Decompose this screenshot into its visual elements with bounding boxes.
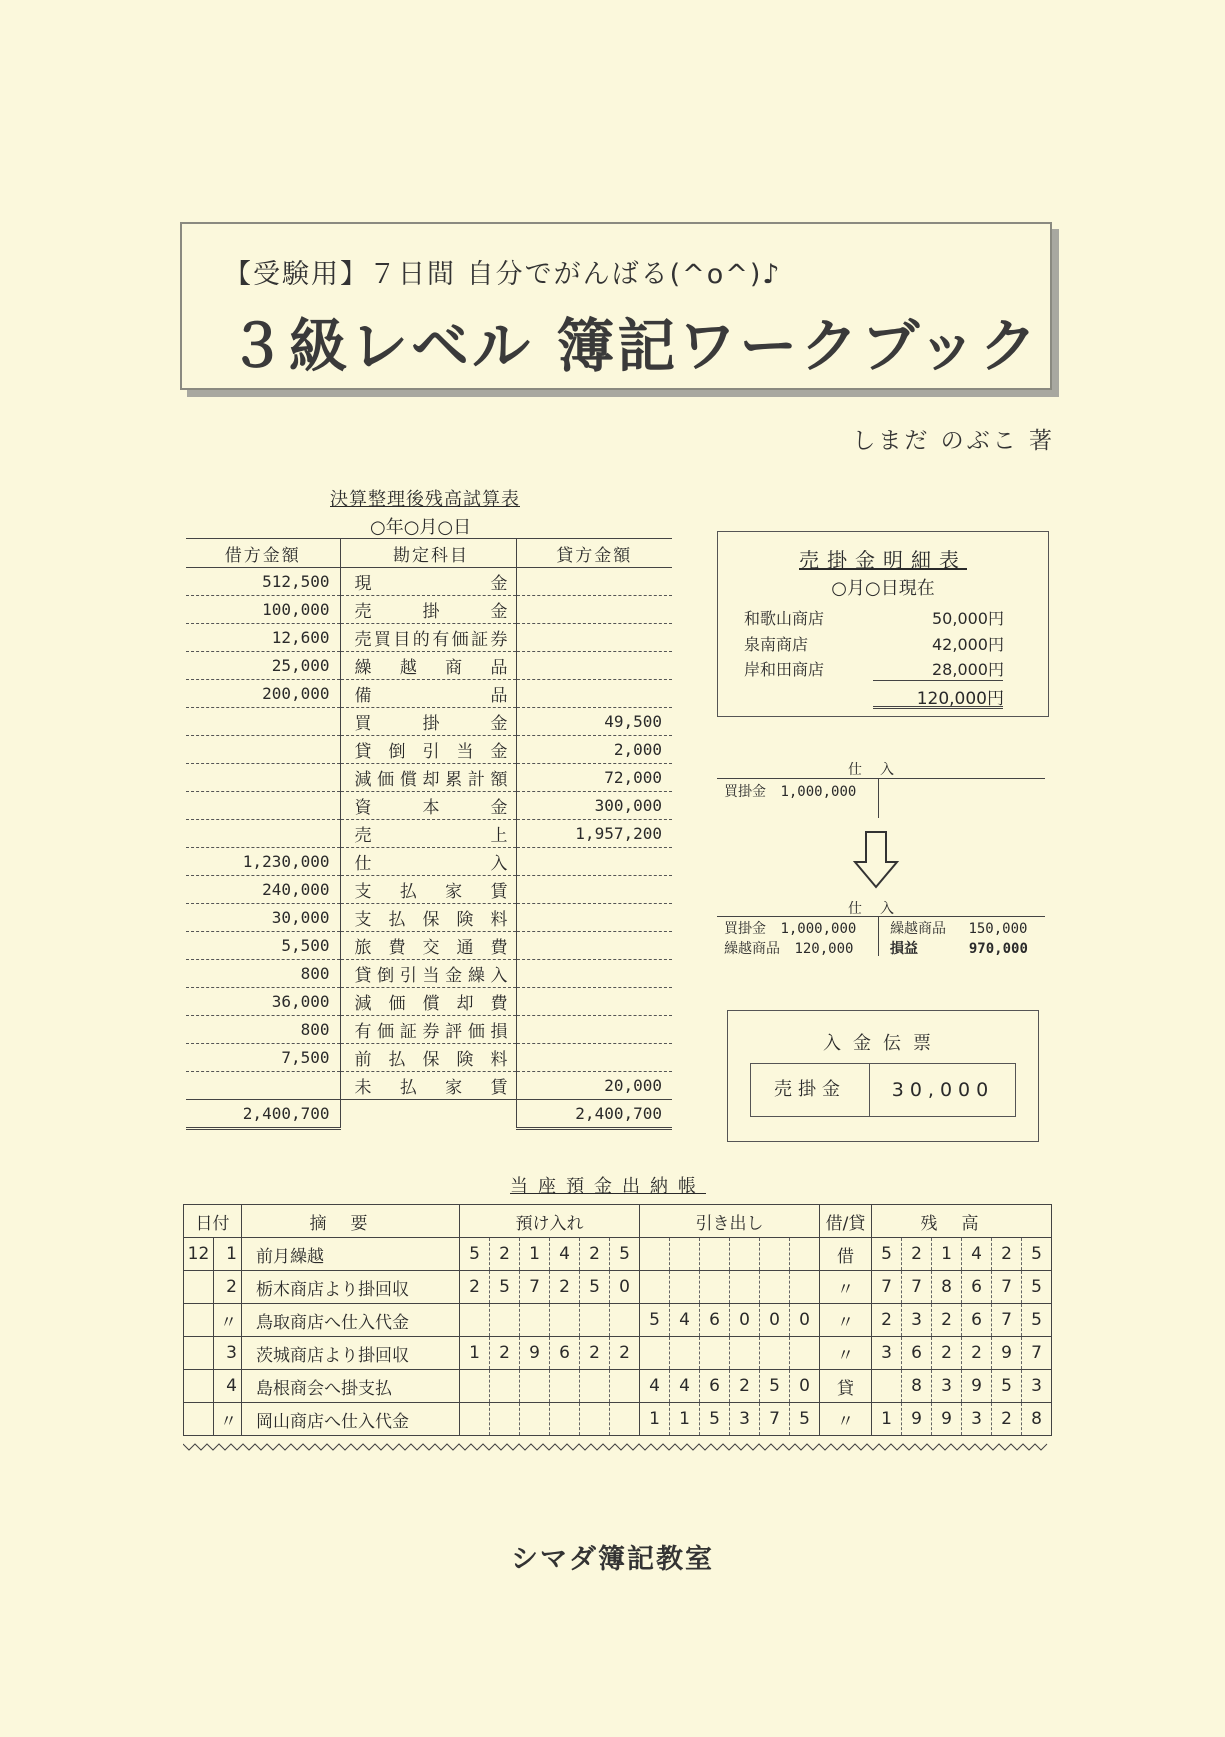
- debit-total: 2,400,700: [186, 1100, 340, 1129]
- debit-amount: [186, 708, 340, 736]
- digit: 9: [932, 1403, 962, 1435]
- ar-detail-title: 売掛金明細表: [799, 548, 967, 572]
- digit: 0: [760, 1304, 790, 1336]
- digit: 9: [992, 1337, 1022, 1369]
- deposit-slip-title: 入金伝票: [823, 1033, 943, 1054]
- t-entry-label: 損益: [890, 941, 918, 957]
- account-name: 貸倒引当金繰入: [340, 960, 516, 988]
- digit: 4: [640, 1370, 670, 1402]
- debit-amount: 1,230,000: [186, 848, 340, 876]
- deposit-amount: [460, 1271, 640, 1304]
- trial-balance-row: [186, 624, 672, 652]
- account-name: 売買目的有価証券: [340, 624, 516, 652]
- month: 12: [184, 1238, 214, 1271]
- t-account-after-debit-row: [724, 938, 853, 958]
- digit: 5: [490, 1271, 520, 1303]
- digit: 4: [670, 1304, 700, 1336]
- account-name: 減価償却累計額: [340, 764, 516, 792]
- digit: 1: [872, 1403, 902, 1435]
- digit: 2: [490, 1337, 520, 1369]
- month: [184, 1304, 214, 1337]
- debit-amount: 200,000: [186, 680, 340, 708]
- trial-balance-row: [186, 764, 672, 792]
- digit: 5: [799, 1409, 810, 1429]
- account-name: 支払家賃: [340, 876, 516, 904]
- digit: 2: [580, 1337, 610, 1369]
- balance-amount: [872, 1271, 1052, 1304]
- trial-balance-total-row: [186, 1100, 672, 1129]
- digit: 2: [619, 1343, 630, 1363]
- digit: 7: [872, 1271, 902, 1303]
- t-entry-value: 970,000: [968, 941, 1028, 957]
- ar-detail-row: [744, 606, 1004, 632]
- digit: [670, 1238, 700, 1270]
- digit: 5: [640, 1304, 670, 1336]
- digit: [610, 1304, 639, 1336]
- debit-amount: 240,000: [186, 876, 340, 904]
- balance-amount: [872, 1304, 1052, 1337]
- dr-cr: 〃: [820, 1337, 872, 1370]
- dr-cr: 〃: [820, 1403, 872, 1436]
- digit: [640, 1337, 670, 1369]
- ar-detail-row: [744, 632, 1004, 658]
- digit: 3: [932, 1370, 962, 1402]
- digit: 7: [520, 1271, 550, 1303]
- customer-name: 泉南商店: [744, 635, 809, 654]
- t-account-after-debit-row: [724, 918, 856, 938]
- digit: [460, 1403, 490, 1435]
- dr-cr: 借: [820, 1238, 872, 1271]
- withdrawal-amount: [640, 1238, 820, 1271]
- credit-amount: [516, 680, 672, 708]
- deposit-amount: [460, 1238, 640, 1271]
- credit-amount: [516, 904, 672, 932]
- t-entry-label: 買掛金: [724, 784, 766, 800]
- balance-header: 残高: [872, 1205, 1052, 1238]
- t-entry-label: 買掛金: [724, 921, 766, 937]
- trial-balance-row: [186, 568, 672, 596]
- account-name: 支払保険料: [340, 904, 516, 932]
- trial-balance-row: [186, 932, 672, 960]
- digit: 6: [700, 1370, 730, 1402]
- digit: 1: [520, 1238, 550, 1270]
- digit: [580, 1304, 610, 1336]
- digit: 2: [490, 1238, 520, 1270]
- account-name: 仕入: [340, 848, 516, 876]
- debit-amount: 36,000: [186, 988, 340, 1016]
- t-account-after-divider: [878, 916, 879, 956]
- digit: 1: [460, 1337, 490, 1369]
- trial-balance-title: 決算整理後残高試算表: [330, 489, 520, 510]
- credit-header: 貸方金額: [516, 539, 672, 568]
- digit: 5: [619, 1244, 630, 1264]
- digit: [730, 1238, 760, 1270]
- deposit-slip-account: 売掛金: [751, 1064, 870, 1116]
- deposit-header: 預け入れ: [460, 1205, 640, 1238]
- date-header: 日付: [184, 1205, 242, 1238]
- digit: 3: [902, 1304, 932, 1336]
- digit: 5: [992, 1370, 1022, 1402]
- digit: 2: [550, 1271, 580, 1303]
- withdrawal-header: 引き出し: [640, 1205, 820, 1238]
- digit: 6: [962, 1304, 992, 1336]
- debit-amount: [186, 1072, 340, 1100]
- digit: 0: [619, 1277, 630, 1297]
- month: [184, 1337, 214, 1370]
- author: しまだ のぶこ 著: [852, 428, 1055, 454]
- t-account-before-title: 仕入: [848, 762, 912, 778]
- digit: [550, 1370, 580, 1402]
- cash-book-title: 当座預金出納帳: [510, 1176, 706, 1197]
- digit: [580, 1403, 610, 1435]
- trial-balance-row: [186, 876, 672, 904]
- digit: 3: [1031, 1376, 1042, 1396]
- digit: [640, 1238, 670, 1270]
- digit: [700, 1238, 730, 1270]
- credit-amount: [516, 932, 672, 960]
- digit: 8: [1031, 1409, 1042, 1429]
- summary: 鳥取商店へ仕入代金: [242, 1304, 460, 1337]
- digit: [670, 1271, 700, 1303]
- digit: 9: [520, 1337, 550, 1369]
- trial-balance-row: [186, 596, 672, 624]
- digit: 1: [932, 1238, 962, 1270]
- withdrawal-amount: [640, 1304, 820, 1337]
- digit: 9: [902, 1403, 932, 1435]
- account-name: 資本金: [340, 792, 516, 820]
- credit-amount: [516, 624, 672, 652]
- credit-amount: [516, 960, 672, 988]
- digit: 2: [932, 1337, 962, 1369]
- withdrawal-amount: [640, 1403, 820, 1436]
- month: [184, 1403, 214, 1436]
- t-entry-value: 150,000: [968, 921, 1028, 937]
- total-double-rule: [873, 706, 1003, 709]
- t-account-after-credit-row: [890, 938, 1028, 958]
- trial-balance-row: [186, 904, 672, 932]
- balance-amount: [872, 1370, 1052, 1403]
- summary: 茨城商店より掛回収: [242, 1337, 460, 1370]
- day: 4: [214, 1370, 242, 1403]
- torn-edge: [183, 1442, 1051, 1452]
- digit: [700, 1337, 730, 1369]
- digit: 2: [730, 1370, 760, 1402]
- digit: 3: [962, 1403, 992, 1435]
- dr-cr: 〃: [820, 1304, 872, 1337]
- book-title: ３級レベル 簿記ワークブック: [228, 312, 1041, 380]
- day: 〃: [214, 1403, 242, 1436]
- customer-name: 和歌山商店: [744, 609, 825, 628]
- debit-amount: 512,500: [186, 568, 340, 596]
- t-account-before-divider: [878, 778, 879, 818]
- day: 3: [214, 1337, 242, 1370]
- debit-amount: 12,600: [186, 624, 340, 652]
- account-name: 売掛金: [340, 596, 516, 624]
- debit-amount: 100,000: [186, 596, 340, 624]
- summary: 栃木商店より掛回収: [242, 1271, 460, 1304]
- digit: [670, 1337, 700, 1369]
- account-name: 買掛金: [340, 708, 516, 736]
- trial-balance-row: [186, 736, 672, 764]
- digit: [520, 1370, 550, 1402]
- digit: 2: [872, 1304, 902, 1336]
- down-arrow-icon: [852, 830, 900, 890]
- credit-amount: [516, 652, 672, 680]
- digit: [460, 1304, 490, 1336]
- credit-amount: 1,957,200: [516, 820, 672, 848]
- digit: 5: [700, 1403, 730, 1435]
- digit: [550, 1304, 580, 1336]
- digit: 5: [580, 1271, 610, 1303]
- credit-amount: [516, 596, 672, 624]
- trial-balance-row: [186, 708, 672, 736]
- summary: 島根商会へ掛支払: [242, 1370, 460, 1403]
- digit: 5: [1031, 1244, 1042, 1264]
- digit: 5: [760, 1370, 790, 1402]
- digit: [730, 1271, 760, 1303]
- publisher: シマダ簿記教室: [511, 1544, 714, 1575]
- digit: [790, 1337, 819, 1369]
- day: 1: [214, 1238, 242, 1271]
- credit-amount: 2,000: [516, 736, 672, 764]
- trial-balance-row: [186, 1044, 672, 1072]
- digit: [490, 1304, 520, 1336]
- credit-total: 2,400,700: [516, 1100, 672, 1129]
- trial-balance-row: [186, 792, 672, 820]
- trial-balance-row: [186, 960, 672, 988]
- summary-header: 摘要: [242, 1205, 460, 1238]
- t-entry-value: 1,000,000: [780, 921, 857, 937]
- digit: 5: [872, 1238, 902, 1270]
- account-name: 旅費交通費: [340, 932, 516, 960]
- digit: 1: [670, 1403, 700, 1435]
- trial-balance-row: [186, 1072, 672, 1100]
- digit: 7: [992, 1271, 1022, 1303]
- title-box: [180, 222, 1052, 390]
- ar-detail-total: 120,000円: [916, 689, 1004, 709]
- customer-amount: 28,000円: [932, 660, 1004, 679]
- cash-book-table: [183, 1204, 1052, 1436]
- debit-amount: 5,500: [186, 932, 340, 960]
- account-name: 減価償却費: [340, 988, 516, 1016]
- trial-balance-row: [186, 988, 672, 1016]
- digit: 8: [932, 1271, 962, 1303]
- credit-amount: [516, 1016, 672, 1044]
- digit: 0: [730, 1304, 760, 1336]
- debit-amount: 25,000: [186, 652, 340, 680]
- trial-balance-table: [186, 538, 672, 1130]
- digit: 4: [962, 1238, 992, 1270]
- customer-name: 岸和田商店: [744, 660, 825, 679]
- digit: 6: [902, 1337, 932, 1369]
- summary: 岡山商店へ仕入代金: [242, 1403, 460, 1436]
- account-name: 未払家賃: [340, 1072, 516, 1100]
- credit-amount: [516, 876, 672, 904]
- t-account-after-title: 仕入: [848, 901, 912, 917]
- trial-balance-date: ○年○月○日: [370, 517, 472, 538]
- cash-book-row: [184, 1271, 1052, 1304]
- balance-amount: [872, 1403, 1052, 1436]
- digit: [460, 1370, 490, 1402]
- trial-balance-row: [186, 652, 672, 680]
- digit: 7: [902, 1271, 932, 1303]
- digit: 4: [670, 1370, 700, 1402]
- balance-amount: [872, 1238, 1052, 1271]
- month: [184, 1271, 214, 1304]
- digit: 2: [580, 1238, 610, 1270]
- deposit-slip-amount: 30,000: [891, 1079, 995, 1101]
- debit-amount: [186, 792, 340, 820]
- digit: [730, 1337, 760, 1369]
- credit-amount: 49,500: [516, 708, 672, 736]
- withdrawal-amount: [640, 1337, 820, 1370]
- credit-amount: [516, 568, 672, 596]
- digit: 9: [962, 1370, 992, 1402]
- digit: [550, 1403, 580, 1435]
- digit: [700, 1271, 730, 1303]
- digit: 6: [962, 1271, 992, 1303]
- digit: [872, 1370, 902, 1402]
- digit: [760, 1271, 790, 1303]
- t-entry-label: 繰越商品: [890, 921, 946, 937]
- digit: 2: [992, 1238, 1022, 1270]
- deposit-amount: [460, 1304, 640, 1337]
- digit: 6: [550, 1337, 580, 1369]
- digit: [760, 1238, 790, 1270]
- t-entry-value: 120,000: [794, 941, 854, 957]
- debit-amount: 30,000: [186, 904, 340, 932]
- digit: 7: [992, 1304, 1022, 1336]
- credit-amount: 300,000: [516, 792, 672, 820]
- digit: 2: [992, 1403, 1022, 1435]
- account-name: 繰越商品: [340, 652, 516, 680]
- deposit-amount: [460, 1370, 640, 1403]
- cash-book-row: [184, 1238, 1052, 1271]
- account-name: 有価証券評価損: [340, 1016, 516, 1044]
- digit: [580, 1370, 610, 1402]
- debit-amount: [186, 764, 340, 792]
- cash-book-row: [184, 1304, 1052, 1337]
- digit: 5: [1031, 1310, 1042, 1330]
- t-account-after-credit-row: [890, 918, 1027, 938]
- digit: [520, 1304, 550, 1336]
- trial-balance-row: [186, 820, 672, 848]
- digit: [490, 1403, 520, 1435]
- withdrawal-amount: [640, 1370, 820, 1403]
- deposit-slip: [727, 1010, 1039, 1142]
- deposit-amount: [460, 1403, 640, 1436]
- trial-balance-row: [186, 1016, 672, 1044]
- digit: 8: [902, 1370, 932, 1402]
- deposit-amount: [460, 1337, 640, 1370]
- digit: 1: [640, 1403, 670, 1435]
- book-subtitle: 【受験用】７日間 自分でがんばる(^o^)♪: [224, 259, 782, 290]
- digit: 3: [872, 1337, 902, 1369]
- t-entry-value: 1,000,000: [780, 784, 857, 800]
- ar-detail-date: ○月○日現在: [831, 578, 935, 599]
- ar-detail-box: [717, 531, 1049, 717]
- withdrawal-amount: [640, 1271, 820, 1304]
- customer-amount: 50,000円: [932, 609, 1004, 628]
- debit-amount: [186, 736, 340, 764]
- t-account-before-rule: [717, 778, 1045, 779]
- digit: [610, 1403, 639, 1435]
- account-name: 前払保険料: [340, 1044, 516, 1072]
- debit-amount: 7,500: [186, 1044, 340, 1072]
- digit: 2: [902, 1238, 932, 1270]
- t-account-after-rule: [717, 916, 1045, 917]
- account-name: 備品: [340, 680, 516, 708]
- digit: 7: [760, 1403, 790, 1435]
- account-header: 勘定科目: [340, 539, 516, 568]
- credit-amount: 20,000: [516, 1072, 672, 1100]
- digit: [760, 1337, 790, 1369]
- day: 〃: [214, 1304, 242, 1337]
- cash-book-row: [184, 1337, 1052, 1370]
- deposit-slip-entry: [750, 1063, 1016, 1117]
- dr-cr: 〃: [820, 1271, 872, 1304]
- digit: 6: [700, 1304, 730, 1336]
- credit-amount: [516, 848, 672, 876]
- dr-cr-header: 借/貸: [820, 1205, 872, 1238]
- cash-book-row: [184, 1403, 1052, 1436]
- digit: 3: [730, 1403, 760, 1435]
- digit: [520, 1403, 550, 1435]
- dr-cr: 貸: [820, 1370, 872, 1403]
- debit-header: 借方金額: [186, 539, 340, 568]
- digit: [610, 1370, 639, 1402]
- debit-amount: [186, 820, 340, 848]
- digit: 2: [460, 1271, 490, 1303]
- digit: 2: [932, 1304, 962, 1336]
- t-entry-label: 繰越商品: [724, 941, 780, 957]
- summary: 前月繰越: [242, 1238, 460, 1271]
- customer-amount: 42,000円: [932, 635, 1004, 654]
- digit: 5: [1031, 1277, 1042, 1297]
- trial-balance-header: [186, 539, 672, 568]
- day: 2: [214, 1271, 242, 1304]
- credit-amount: [516, 1044, 672, 1072]
- total-spacer: [340, 1100, 516, 1129]
- account-name: 売上: [340, 820, 516, 848]
- t-account-before-debit: [724, 781, 856, 801]
- digit: 0: [799, 1310, 810, 1330]
- account-name: 貸倒引当金: [340, 736, 516, 764]
- cash-book-row: [184, 1370, 1052, 1403]
- digit: [640, 1271, 670, 1303]
- debit-amount: 800: [186, 960, 340, 988]
- month: [184, 1370, 214, 1403]
- balance-amount: [872, 1337, 1052, 1370]
- trial-balance-row: [186, 680, 672, 708]
- account-name: 現金: [340, 568, 516, 596]
- digit: [490, 1370, 520, 1402]
- digit: 4: [550, 1238, 580, 1270]
- digit: 5: [460, 1238, 490, 1270]
- digit: 7: [1031, 1343, 1042, 1363]
- trial-balance-row: [186, 848, 672, 876]
- digit: 2: [962, 1337, 992, 1369]
- credit-amount: 72,000: [516, 764, 672, 792]
- credit-amount: [516, 988, 672, 1016]
- digit: 0: [799, 1376, 810, 1396]
- cash-book-header: [184, 1205, 1052, 1238]
- total-rule: [873, 680, 1003, 681]
- digit: [790, 1271, 819, 1303]
- digit: [790, 1238, 819, 1270]
- debit-amount: 800: [186, 1016, 340, 1044]
